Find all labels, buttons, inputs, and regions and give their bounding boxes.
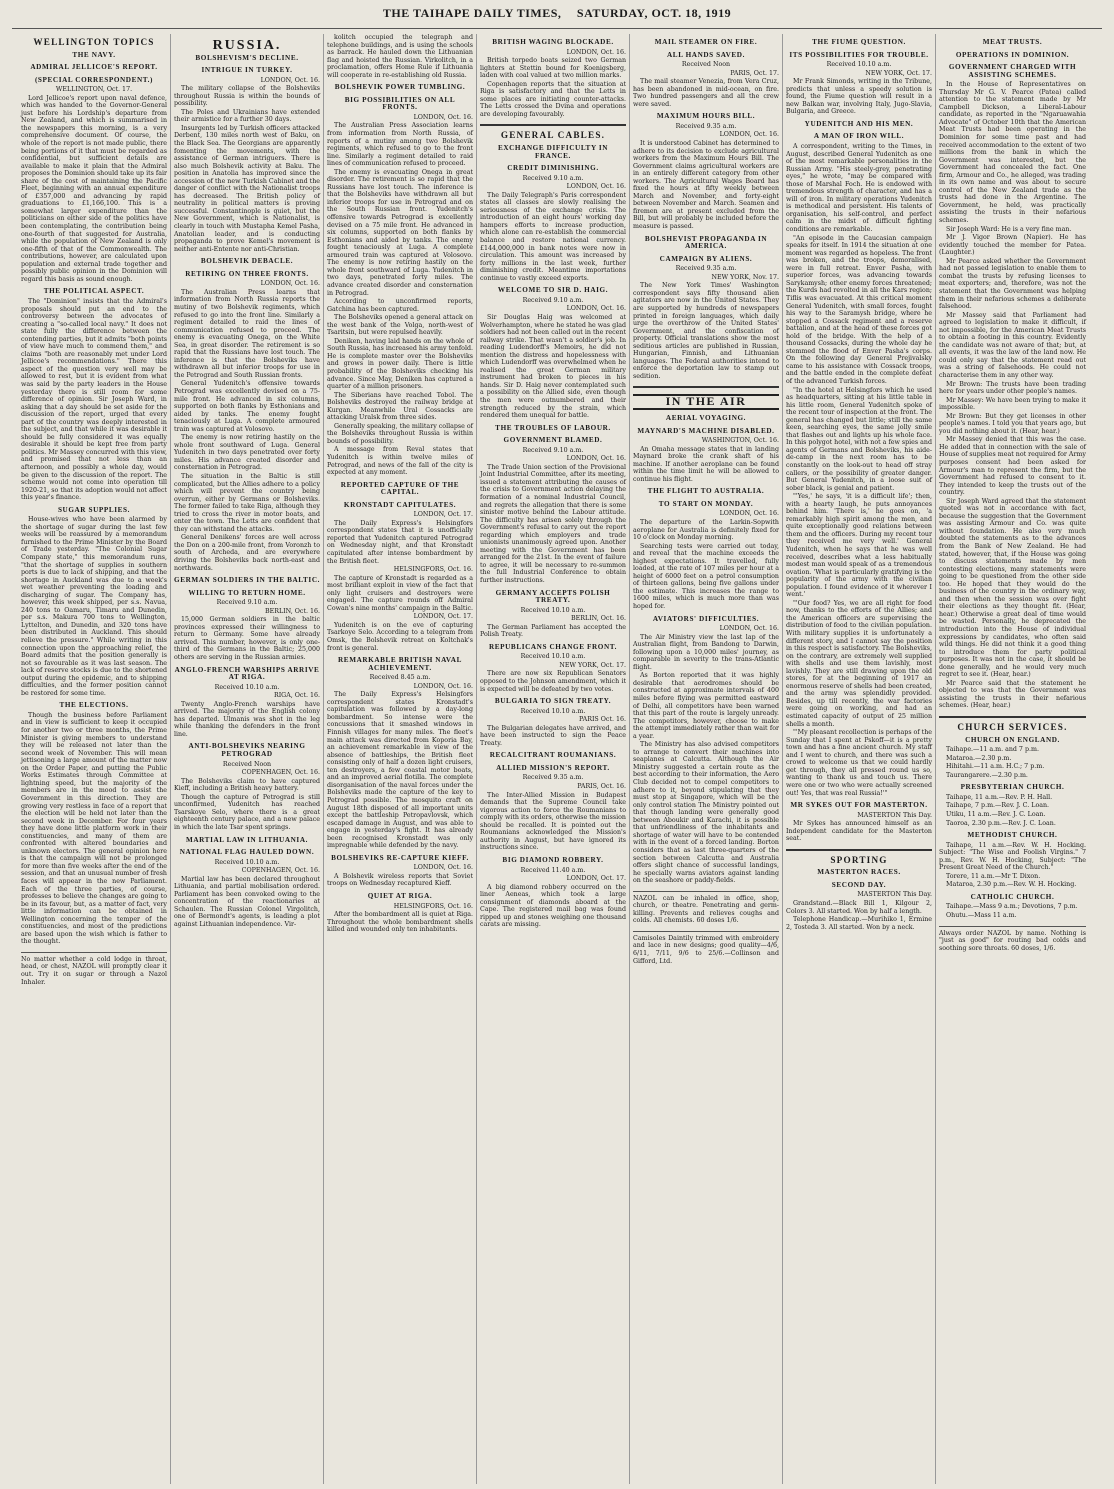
paragraph: The departure of the Larkin-Sopwith aeroplane for Australia is definitely fixed for 10 o'clock on Monday morning. [633, 518, 779, 542]
paragraph: Mr Massey denied that this was the case. He added that in connection with the sale of House of supplies meat not required for Army purposes consent had been asked for Armour's man to represent the firm, but the Government had refused to consent to it. They intended to keep the trusts out of the country. [939, 436, 1086, 497]
dateline: LONDON, Oct. 17. [413, 613, 473, 621]
paragraph: Copenhagen reports that the situation at Riga is satisfactory and that the Letts in some places are initiating counter-attacks. The Letts crossed the Dvina and operations are developing favourably. [480, 80, 626, 118]
dateline: WASHINGTON, Oct. 16. [701, 437, 779, 445]
dateline: LONDON, Oct. 16. [413, 113, 473, 121]
section-heading: RUSSIA. [212, 38, 282, 53]
dateline: LONDON, Oct. 16. [566, 48, 626, 56]
dateline: LONDON, Oct. 16. [413, 682, 473, 690]
subheading: THE TROUBLES OF LABOUR. [495, 423, 611, 432]
paragraph: Taihape, 11 a.m.—Rev. P. H. Hall. [946, 793, 1053, 801]
subheading: NATIONAL FLAG HAULED DOWN. [179, 848, 315, 857]
paragraph: Though the business before Parliament and in view is sufficient to keep it occupied for another two or three months, the Prime Minister is giving members to understand they will be released not later than the second week of November. This will mean jettisoning a large amount of the matter now on the Order Paper, and putting the Public Works Estimates through Committee at lightning speed, but the majority of the members are in the mood to assist the Government in this direction. They are growing very restless in face of a report that the election will be held not later than the second week in December. For four years they have done little platform work in their constituencies, and many of them are confronted with altered boundaries and unknown electors. The general opinion here is that the campaign will not be prolonged for more than five weeks after the end of the session, and that an unusual number of fresh faces will appear in the new Parliament. Each of the three parties, of course, professes to believe the changes are going to be in its favour, but, as a matter of fact, very little information can be obtained in Wellington concerning the temper of the constituencies, and most of the predictions are based upon the wish which is father to the thought. [21, 711, 167, 946]
column-7 [936, 34, 1089, 1484]
subheading: BOLSHEVIK POWER TUMBLING. [334, 83, 466, 92]
column-2 [171, 34, 324, 1484]
paragraph: Twenty Anglo-French warships have arrived. The majority of the English colony has departed. Ulmanis was shot in the leg while thanking the defenders in the front line. [174, 700, 320, 738]
subheading: KRONSTADT CAPITULATES. [343, 500, 457, 509]
paragraph: "An episode in the Caucasian campaign speaks for itself. In 1914 the situation at one moment was regarded as hopeless. The front was broken, and the troops, demoralised, were in full retreat. Enver Pasha, with superior forces, was advancing towards Sarykamysh; other enemy forces threatened; the Kurds had revolted in all the Kars region; Tiflis was evacuated. At this critical moment General Yudenitch, with small forces, fought his way to the Saramysh bridge, where he stopped a Cossack regiment and a reserve battalion, and at the head of these forces got hold of the bridge. With the help of a thousand Cossacks, during the whole day he stemmed the flood of Enver Pasha's corps. On the following day General Prejivalsky came to his assistance with Cossack troops, and the battle ended in the complete defeat of the advanced Turkish forces. [786, 234, 932, 385]
paragraph: The military collapse of the Bolsheviks throughout Russia is within the bounds of possibility. [174, 85, 320, 108]
subheading: REPORTED CAPTURE OF THE CAPITAL. [340, 480, 460, 497]
subheading: ITS POSSIBILITIES FOR TROUBLE. [789, 50, 929, 59]
paragraph: It is understood Cabinet has determined to adhere to its decision to exclude agricultural workers from the Maximum Hours Bill. The Government claims agricultural workers are in an entirely different category from other workers. The Agricultural Wages Board has fixed the hours at fifty weekly between March and November, and forty-eight between November and March. Seamen and firemen are at present excluded from the Bill, but will probably be included before the measure is passed. [633, 140, 779, 231]
dateline: Received 10.10 a.m. [826, 61, 892, 69]
dateline: Received 10.10 a.m. [520, 606, 586, 614]
paragraph: Mr Frank Simonds, writing in the Tribune, predicts that unless a speedy solution is found, the Fiume question will result in a new Balkan war, involving Italy, Jugo-Slavia, Bulgaria, and Greece. [786, 78, 932, 116]
dateline: LONDON, Oct. 16. [260, 280, 320, 288]
dateline: LONDON, Oct. 17. [413, 511, 473, 519]
subheading: BULGARIA TO SIGN TREATY. [494, 697, 612, 706]
paragraph: Hihitahi.—11 a.m. H.C.; 7 p.m. [946, 763, 1045, 771]
dateline: Received 8.45 a.m. [369, 674, 431, 682]
dateline: PARIS Oct. 16. [579, 716, 626, 724]
paragraph: Taoroa, 2.30 p.m.—Rev. J. C. Loan. [946, 819, 1056, 827]
paragraph: Mr Brown: But they get licenses in other people's names. I told you that years ago, but you did nothing about it. (Hear, hear.) [939, 412, 1086, 435]
subheading: THE ELECTIONS. [59, 701, 129, 710]
paragraph: The enemy is evacuating Onega in great disorder. The retirement is so rapid that the Russians have lost touch. The inference is that the Bolsheviks have withdrawn all but inferior troops for use in Petrograd and on the South Russian front. Yudenitch's offensive towards Petrograd is excellently devised on a 75 mile front. He advanced in six columns, supported on both flanks by Esthonians and aided by tanks. The enemy fought tenaciously at Luga. A complete armoured train was captured at Volosovo. The enemy is now retiring hastily on the whole front southward of Luga. Yudenitch in two days, penetrated forty miles. The advance created disorder and consternation in Petrograd. [327, 168, 473, 297]
dateline: Received 9.35 a.m. [675, 122, 737, 130]
columns-container [18, 34, 1100, 1484]
subheading: EXCHANGE DIFFICULTY IN FRANCE. [497, 144, 609, 160]
dateline: NEW YORK, Oct. 17. [559, 661, 626, 669]
paragraph: There are now six Republican Senators opposed to the Johnson amendment, which it is expected will be defeated by two votes. [480, 670, 626, 693]
paragraph: Generally speaking, the military collapse of the Bolsheviks throughout Russia is within bounds of possibility. [327, 422, 473, 445]
dateline: RIGA, Oct. 16. [273, 692, 320, 700]
subheading: BOLSHEVIST PROPAGANDA IN AMERICA. [644, 234, 768, 251]
subheading: ALLIED MISSION'S REPORT. [496, 763, 610, 772]
paragraph: The mail steamer Venezia, from Vera Cruz, has been abandoned in mid-ocean, on fire. Two hundred passengers and all the crew were saved. [633, 78, 779, 108]
paragraph: "In the hotel at Helsingfors which he used as headquarters, sitting at his little table in his little room, General Yudenitch spoke of the recent tour of inspection at the front. The general has changed but little; still the same keen, searching eyes, the same jolly smile that flashes out and lights up his whole face. In this polygot hotel, with not a few spies and agents of Germans and Bolsheviks, his aide-de-camp in the next room has to be constantly on the look-out to head off stray callers, or the possibility of greater danger. But General Yudenitch, in a loose suit of sober black, is genial and patient. [786, 386, 932, 492]
dateline: MASTERTON This Day. [857, 891, 932, 899]
paragraph: Taihape.—Mass 9 a.m.; Devotions, 7 p.m. [946, 903, 1078, 911]
paragraph: "'Our food? Yes, we are all right for food now, thanks to the efforts of the Allies; and the American officers are supervising the distribution of food to the civilian population. With military supplies it is unfortunately a different story, and I cannot say the position in this respect is satisfactory. The Bolsheviks, on the contrary, are extremely well supplied with shells and use them lavishly, most lavishly. They are still drawing upon the old stores, for at the beginning of 1917 an enormous reserve of shells had been created, and the army was splendidly provided. Besides, up till recently, the war factories were going on working, and had an estimated capacity of output of 25 million shells a month. [786, 599, 932, 728]
dateline: Received Noon [681, 61, 731, 69]
paragraph: Though the capture of Petrograd is still unconfirmed, Yudenitch has reached Tsarskoye Selo, where there is a great eighteenth century palace, and a new palace in which the late Tsar spent springs. [174, 793, 320, 831]
paragraph: General Denikens' forces are well across the Don on a 200-mile front, from Voronzh to south of Archeda, and are everywhere driving the Bolsheviks back north-east and northwards. [174, 534, 320, 572]
subheading: MAYNARD'S MACHINE DISABLED. [637, 426, 775, 435]
subheading: MEAT TRUSTS. [982, 38, 1043, 46]
paragraph: General Yudenitch's offensive towards Petrograd was excellently devised on a 75-mile front. He advanced in six columns, supported on both flanks by Esthonians and aided by tanks. The enemy fought tenaciously at Luga. A complete armoured train was captured at Volosovo. [174, 380, 320, 433]
subheading: MAIL STEAMER ON FIRE. [654, 38, 758, 46]
paragraph: The Daily Telegraph's Paris correspondent states all classes are slowly realising the seriousness of the exchange crisis. The introduction of an eight hours' working day hampers efforts to increase production, which alone can re-establish the commercial balance and restore national currency. £144,000,000 in bank notes were now in circulation. This amount was increased by forty millions in the last week, further diminishing credit. Meantime importations continue to vastly exceed exports. [480, 191, 626, 282]
dateline: COPENHAGEN, Oct. 16. [241, 769, 320, 777]
subheading: THE NAVY. [72, 50, 116, 59]
subheading: THE POLITICAL ASPECT. [43, 287, 145, 296]
paragraph: The Daily Express's Helsingfors correspondent states Kronstadt's capitulation was followed by a day-long bombardment. So intense were the concussions that it smashed windows in Finnish villages for many miles. The fleet's main attack was directed from Koporia Bay, an achievement remarkable in view of the absence of battleships, the British fleet consisting only of half a dozen light cruisers, ten destroyers, a few coastal motor boats, and an improved aerial flotilla. The complete disorganisation of the naval forces under the Bolsheviks made the capture of the key to Petrograd possible. The mosquito craft on August 18th disposed of all important units except the battleship Petropavlovsk, which escaped damage in August, and was able to engage in yesterday's fight. It has already been recognised Kronstadt was only impregnable while defended by the navy. [327, 691, 473, 850]
dateline: PARIS, Oct. 17. [730, 69, 779, 77]
dateline: Received 9.10 a.m. [522, 174, 584, 182]
dateline: MASTERTON This Day. [857, 811, 932, 819]
subheading: RETIRING ON THREE FRONTS. [185, 269, 309, 278]
masthead-title: THE TAIHAPE DAILY TIMES, [382, 6, 562, 20]
subheading: BOLSHEVIK DEBACLE. [200, 257, 294, 266]
paragraph: Mr Pearce asked whether the Government had not passed legislation to enable them to combat the trusts by refusing licenses to meat exporters; and, therefore, was not the statement that the Government was helping them in their nefarious schemes a deliberate falsehood. [939, 257, 1086, 311]
subheading: BRITISH WAGING BLOCKADE. [492, 38, 614, 46]
paragraph: After the bombardment all is quiet at Riga. Throughout the whole bombardment shells killed and wounded only ten inhabitants. [327, 911, 473, 934]
paragraph: House-wives who have been alarmed by the shortage of sugar during the last few weeks will be reassured by a memorandum furnished to the Prime Minister by the Board of Trade yesterday. "The Colonial Sugar Company state," this memorandum runs, "that the shortage of supplies in southern ports is due to lack of shipping, and that the shortage in Auckland was due to a week's wet weather preventing the loading and discharging of sugar. The Company has, however, this week shipped, per s.s. Navua, 240 tons to Oamaru, Timaru and Dunedin, per s.s. Makura 700 tons to Wellington, Lyttelton, and Dunedin, and 320 tons have been distributed in Auckland. This should relieve the pressure." While writing in this connection upon the approaching relief, the Board admits that the position generally is not so favourable as it was last season. The lack of reserve stocks is due to the shortened output during the epidemic, and to shipping difficulties, and the former position cannot be restored for some time. [21, 516, 167, 697]
dateline: PARIS, Oct. 16. [577, 783, 626, 791]
subheading: MR SYKES OUT FOR MASTERTON. [790, 801, 928, 810]
column-4 [477, 34, 630, 1484]
paragraph: Mr Massey: We have been trying to make it impossible. [939, 396, 1086, 412]
paragraph: Mr Brown: The trusts have been trading here for years under other people's names. [939, 380, 1086, 396]
paragraph: A message from Reval states that Yudenitch is within twelve miles of Petrograd, and news of the fall of the city is expected at any moment. [327, 446, 473, 477]
paragraph: An Omaha message states that in landing Maynard broke the crank shaft of his machine. If another aeroplane can be found within the time limit he will be allowed to continue his flight. [633, 445, 779, 483]
paragraph: The situation in the Baltic is still complicated, but the Allies adhere to a policy which will prevent the country being overrun, either by Germans or Bolsheviks. The former failed to take Riga, although they tried to cross the river in motor boats, and enter the town. The Letts are confident that they can withstand the attacks. [174, 472, 320, 533]
paragraph: Taihape.—11 a.m. and 7 p.m. [946, 746, 1039, 754]
paragraph: Searching tests were carried out today, and reveal that the machine exceeds the highest expectations. It travelled, fully loaded, at the rate of 107 miles per hour at a height of 6000 feet on a petrol consumption of thirteen gallons, being five gallons under the estimate. This increases the range to 1600 miles, which is much more than was hoped for. [633, 542, 779, 610]
subheading: QUIET AT RIGA. [367, 891, 433, 900]
dateline: Received 9.10 a.m. [216, 599, 278, 607]
section-heading: IN THE AIR [633, 394, 779, 410]
paragraph: 15,000 German soldiers in the baltic provinces expressed their willingness to return to Germany. Some have already arrived. This number, however, is only one-third of the Germans in the Baltic; 25,000 others are serving in the Russian armies. [174, 616, 320, 662]
masthead [0, 6, 1114, 30]
subheading: WELCOME TO SIR D. HAIG. [497, 286, 609, 295]
subheading: GOVERNMENT BLAMED. [503, 436, 603, 445]
dateline: Received Noon [222, 760, 272, 768]
section-rule [633, 386, 779, 388]
paragraph: The Trade Union section of the Provisional Joint Industrial Committee, after its meeting, issued a statement attributing the causes of the crisis to Government action delaying the formation of a nominal Industrial Council, and regrets the allegation that there is some sinister motive behind the Labour attitude. The difficulty has arisen solely through the Government's refusal to carry out the report regarding which employers and trade unionists unanimously agreed upon. Another meeting with the Government has been arranged for the 21st. In the event of failure to agree, it will be necessary to re-summon the full Industrial Conference to obtain further instructions. [480, 463, 626, 584]
paragraph: The Ministry has also advised competitors to arrange to convert their machines into seaplanes at Calcutta. Although the Air Ministry suggested a certain route as the best according to their information, the Aero Club decided not to compel competitors to adhere to it, beyond stipulating that they must stop at Singapore, which will be the only control station The Ministry pointed out that though landing were generally good between Aboukir and Karachi, it is possible that unfriendliness of the inhabitants and shortage of water will have to be contended with in the event of a forced landing. Borton considers that as last three-quarters of the section between Calcutta and Australia offers slight chance of successful landings, he specially warns aviators against landing on the seashore or paddy-fields. [633, 741, 779, 885]
dateline: BERLIN, Oct. 16. [265, 607, 320, 615]
dateline: WELLINGTON, Oct. 17. [55, 86, 133, 94]
paragraph: As Borton reported that it was highly desirable that aerodromes should be constructed at approximate intervals of 400 miles before flying was permitted eastward of Delhi, all competitors have been warned that this part of the route is largely unready. The competitors, however, choose to make the attempt immediately rather than wait for a year. [633, 672, 779, 740]
paragraph: kolitch occupied the telegraph and telephone buildings, and is using the schools as barrack. He hauled down the Lithuanian flag and hoisted the Russian. Virkolitch, in a proclamation, offers Home Rule if Lithuania will cooperate in re-establishing old Russia. [327, 34, 473, 79]
dateline: Received 10.10 a.m. [520, 707, 586, 715]
subheading: CATHOLIC CHURCH. [970, 892, 1055, 901]
paragraph: "'My pleasant recollection is perhaps of the Sunday that I spent at Pskoff—it is a pretty town and has a fine ancient church. My staff and I went to church, and there was such a crowd to welcome us that we could hardly get through, they all pressed round us so, wanting to thank us and touch us. There were one or two who were actually screened out! Yes, that was real Russia!'" [786, 729, 932, 797]
subheading: INTRIGUE IN TURKEY. [201, 66, 293, 75]
subheading: BOLSHEVIKS RE-CAPTURE KIEFF. [331, 853, 469, 862]
dateline: Received 10.10 a.m. [214, 683, 280, 691]
paragraph: The Air Ministry view the last lap of the Australian flight, from Bandong to Darwin, following upon a 10,000 miles' journey, as comparable in severity to the trans-Atlantic flight. [633, 633, 779, 671]
subheading: CAMPAIGN BY ALIENS. [659, 254, 753, 263]
paragraph: According to unconfirmed reports, Gatchina has been captured. [327, 298, 473, 313]
subheading: THE FIUME QUESTION. [812, 38, 906, 46]
section-heading: CHURCH SERVICES. [957, 722, 1068, 733]
paragraph: Deniken, having laid hands on the whole of South Russia, has increased his army tenfold. He is complete master over the Bolsheviks and grows in power daily. There is little probability of the Bolsheviks checking his advance. Since May, Deniken has captured a quarter of a million prisoners. [327, 337, 473, 391]
paragraph: Taihape, 7 p.m.—Rev. J. C. Loan. [946, 802, 1050, 810]
paragraph: The Bolsheviks claim to have captured Kieff, including a British heavy battery. [174, 777, 320, 793]
section-heading: SPORTING [830, 854, 888, 865]
dateline: LONDON, Oct. 16. [719, 131, 779, 139]
advertisement: Camisoles Daintily trimmed with embroidery and lace in new designs; good quality—4/6, 6/11, 7/11, 9/6 to 25/6.—Collinson and Gifford, Ltd. [633, 931, 779, 965]
subheading: RECALCITRANT ROUMANIANS. [489, 751, 617, 760]
subheading: ADMIRAL JELLICOE'S REPORT. [30, 63, 158, 72]
paragraph: Taihape, 11 a.m.—Rev. W. H. Hocking. Subject: "The Wise and Foolish Virgins." 7 p.m., Rev. W. H. Hocking, Subject: "The Present Great Need of the Church." [939, 841, 1086, 872]
paragraph: Mr Pearce said that the statement he objected to was that the Government was assisting the trusts in their nefarious schemes. (Hear, hear.) [939, 679, 1086, 710]
dateline: LONDON, Oct. 17. [566, 875, 626, 883]
section-heading: GENERAL CABLES. [500, 130, 606, 141]
paragraph: Mr Massey said that Parliament had agreed to legislation to make it difficult, if not impossible, for the American Meat Trusts to obtain a footing in this country. Evidently the candidate was not aware of that; but, at all events, it was the law of the land now. He could only say that the statement read out was a string of falsehoods. He could not characterise them in any other way. [939, 311, 1086, 379]
dateline: LONDON, Oct. 16. [566, 305, 626, 313]
paragraph: The Daily Express's Helsingfors correspondent states that it is unofficially reported that Yudenitch captured Petrograd on Wednesday night, and that Kronstadt capitulated after intense bombardment by the British fleet. [327, 519, 473, 565]
subheading: WILLING TO RETURN HOME. [188, 588, 306, 597]
dateline: HELSINGFORS, Oct. 16. [393, 566, 473, 574]
subheading: CREDIT DIMINISHING. [507, 164, 599, 173]
paragraph: The Australian Press Association learns from information from North Russia, of reports of a mutiny among two Bolshevik regiments, which refused to go to the front line. Similarly a regiment detailed to raid lines of communication refused to proceed. [327, 122, 473, 168]
paragraph: Torere, 11 a.m.—Mr T. Dixon. [946, 872, 1041, 880]
subheading: BIG DIAMOND ROBBERY. [502, 855, 604, 864]
paragraph: A correspondent, writing to the Times, in August, described General Yudenitch as one of the most remarkable personalities in the Russian Army. "His steely-grey, penetrating eyes," he wrote, "may be compared with those of Marshal Foch. He is endowed with tremendous strength of character, and has a will of iron. In military operations Yudenitch is methodical and persistent. His talents of organisation, his self-control, and perfect calm in the midst of difficult fighting conditions are remarkable. [786, 143, 932, 234]
dateline: LONDON, Oct. 16. [566, 183, 626, 191]
dateline: Received 9.35 a.m. [675, 265, 737, 273]
paragraph: The "Dominion" insists that the Admiral's proposals should put an end to the controversy between the advocates of creating a "so-called local navy." It does not state fully the difference between the contending parties, but it admits "both points of view have much to commend them," and claims "both are reasonably met under Lord Jellicoe's recommendations." There this aspect of the question very well may be allowed to rest, but it is evident from what was said by the party leaders in the House yesterday there is still room for some difference of opinion. Sir Joseph Ward, in asking that a day should be set aside for the discussion of the report, urged that every part of the country was deeply interested in the subject, and that while it was desirable it should be fully considered it was equally desirable it should be kept free from party politics. Mr Massey concurred with this view, and promised that not less than an afternoon, and possibly a whole day, would be given to the discussion of the report. The scheme would not come into operation till 1920-21, so that its adoption would not affect this year's finance. [21, 297, 167, 502]
advertisement: NAZOL can be inhaled in office, shop, church, or theatre. Penetrating and germ-killing. Prevents and relieves coughs and colds. All chemists. 60 doses 1/6. [633, 891, 779, 925]
subheading: CHURCH ON ENGLAND. [965, 735, 1060, 744]
subheading: MAXIMUM HOURS BILL. [656, 112, 756, 121]
paragraph: Mataroa, 2.30 p.m.—Rev. W. H. Hocking. [946, 881, 1077, 889]
dateline: LONDON, Oct. 16. [719, 625, 779, 633]
subheading: TO START ON MONDAY. [658, 499, 754, 508]
column-3 [324, 34, 477, 1484]
section-heading: WELLINGTON TOPICS [33, 37, 155, 47]
section-rule [939, 716, 1086, 718]
column-5 [630, 34, 783, 1484]
paragraph: Martial law has been declared throughout Lithuania, and partial mobilisation ordered. Parliament has been convoked owing to the concentration of the reactionaries at Schaulen. The Russian Colonel Virgolitch, one of Bermondt's agents, is leading a plot against Lithuanian independence. Vir- [174, 875, 320, 928]
dateline: HELSINGFORS, Oct. 16. [393, 902, 473, 910]
section-rule [786, 849, 932, 851]
subheading: AERIAL VOYAGING. [665, 413, 747, 422]
advertisement: No matter whether a cold lodge in throat, head, or chest, NAZOL will promptly clear it out. Try it on sugar or through a Nazol Inhaler. [21, 952, 167, 986]
paragraph: The Bulgarian delegates have arrived, and have been instructed to sign the Peace Treaty. [480, 724, 626, 747]
dateline: BERLIN, Oct. 16. [571, 615, 626, 623]
subheading: ANTI-BOLSHEVIKS NEARING PETROGRAD [188, 742, 306, 759]
paragraph: The German Parliament has accepted the Polish Treaty. [480, 623, 626, 639]
paragraph: Grandstand.—Black Bill 1, Kilgour 2, Colors 3. All started. Won by half a length. [786, 899, 932, 915]
dateline: Received 9.10 a.m. [522, 296, 584, 304]
paragraph: The Siberians have reached Tobol. The Bolsheviks destroyed the railway bridge at Kurgan. Meanwhile Ural Cossacks are attacking Uralsk from three sides. [327, 391, 473, 422]
section-rule [480, 124, 626, 126]
paragraph: The Poles and Ukrainians have extended their armistice for a further 30 days. [174, 108, 320, 124]
subheading: PRESBYTERIAN CHURCH. [960, 783, 1065, 792]
subheading: OPERATIONS IN DOMINION. [955, 50, 1070, 59]
paragraph: Ohutu.—Mass 11 a.m. [946, 911, 1017, 919]
dateline: NEW YORK, Oct. 17. [865, 69, 932, 77]
masthead-rule [12, 28, 1102, 29]
subheading: SECOND DAY. [831, 880, 887, 889]
column-6 [783, 34, 936, 1484]
paragraph: The enemy is now retiring hastily on the whole front southward of Luga. General Yudenitch in two days penetrated over forty miles. His advance created disorder and consternation in Petrograd. [174, 434, 320, 472]
paragraph: Mr Sykes has announced himself as an Independent candidate for the Masterton seat. [786, 820, 932, 843]
subheading: MASTERTON RACES. [817, 868, 901, 877]
subheading: ALL HANDS SAVED. [667, 50, 745, 59]
dateline: LONDON, Oct. 16. [719, 510, 779, 518]
dateline: NEW YORK, Nov. 17. [711, 273, 779, 281]
subheading: THE FLIGHT TO AUSTRALIA. [647, 487, 765, 496]
paragraph: Taurangarere.—2.30 p.m. [946, 771, 1028, 779]
subheading: YUDENITCH AND HIS MEN. [804, 119, 914, 128]
paragraph: Lord Jellicoe's report upon naval defence, which was handed to the Governor-General just before his Lordship's departure from New Zealand, and which is summarised in the newspapers this morning, is a very comprehensive document. Of course, the whole of the report is not made public, there being portions of it that must be regarded as confidential, but sufficient details are available to make it plain that the Admiral proposes the Dominion should take up its fair share of the cost of maintaining the Pacific Fleet, beginning with an annual expenditure of £357,000 and advancing by rapid graduations to £1,166,100. This is a somewhat larger expenditure than the politicians on either side of the politics have been contemplating, the contribution being one-fourth of that suggested for Australia, while the population of New Zealand is only one-fifth of that of the Commonwealth. The contributions, however, are calculated upon population and external trade together and possibly public opinion in the Dominion will regard this basis as sound enough. [21, 94, 167, 283]
paragraph: The New York Times' Washington correspondent says fifty thousand alien agitators are now in the United States. They are supported by hundreds of newspapers printed in foreign languages, which daily urge the overthrow of the United States' Government, and the confiscation of property. Official translations show the most seditious articles are published in Russian, Hungarian, Finnish, and Lithuanian languages. The Federal authorities intend to enforce the deportation law to stamp out sedition. [633, 282, 779, 380]
paragraph: The Australian Press learns that information from North Russia reports the mutiny of two Bolshevik regiments, which refused to go into the front line. Similarly a regiment detailed to raid the lines of communication refused to proceed. The enemy is evacuating Onega, on the White Sea, in great disorder. The retirement is so rapid that the Russians have lost touch. The inference is that the Bolsheviks have withdrawn all but inferior troops for use in the Petrograd and South Russian fronts. [174, 288, 320, 379]
subheading: MARTIAL LAW IN LITHUANIA. [185, 835, 309, 844]
subheading: (SPECIAL CORRESPONDENT.) [34, 75, 154, 84]
dateline: Received 10.10 a.m. [214, 858, 280, 866]
advertisement: Always order NAZOL by name. Nothing is "just as good" for routing bad colds and soothing sore throats. 60 doses, 1/6. [939, 926, 1086, 953]
subheading: GERMANY ACCEPTS POLISH TREATY. [495, 588, 611, 605]
paragraph: Sir Joseph Ward: He is a very fine man. [946, 225, 1072, 233]
dateline: Received 9.35 a.m. [522, 774, 584, 782]
dateline: Received 9.10 a.m. [522, 446, 584, 454]
paragraph: Mr J. Vigor Brown (Napier). He has evidently touched the member for Patea. (Laughter.) [939, 234, 1086, 257]
column-1 [18, 34, 171, 1484]
dateline: COPENHAGEN, Oct. 16. [241, 867, 320, 875]
paragraph: Telephone Handicap.—Murihiko 1, Ermine 2, Tosteda 3. All started. Won by a neck. [786, 916, 932, 931]
subheading: A MAN OF IRON WILL. [813, 132, 905, 141]
paragraph: The Inter-Allied Mission in Budapest demands that the Supreme Council take vigorous action to force the Roumanians to comply with its orders, otherwise the mission should be recalled. It is pointed out the Roumanians acknowledged the Mission's authority in August, but have ignored its instructions since. [480, 791, 626, 852]
subheading: GOVERNMENT CHARGED WITH ASSISTING SCHEMES. [948, 63, 1077, 79]
paragraph: In the House of Representatives on Thursday Mr G. V. Pearce (Patea) called attention to the statement made by Mr Campbell Dickson, a Liberal-Labour candidate, as reported in the "Ngaruawahia Advocate" of October 10th that the American Meat Trusts had been operating in the Dominion for some time past and had received accommodation to the extent of two millions from the bank in which the Government was interested, but the Government had concealed the fact. One firm, Armour and Co., he alleged, was trading in its own name and was about to secure control of the New Zealand trade as the trusts had done in the Argentine. The Government, he held, was practically assisting the trusts in their nefarious schemes. [939, 81, 1086, 225]
paragraph: British torpedo boats seized two German lighters at Stettin bound for Koenigsberg, laden with coal valued at two million marks. [480, 57, 626, 80]
paragraph: The Bolsheviks opened a general attack on the west bank of the Volga, north-west of Tsaritsin, but were repulsed heavily. [327, 314, 473, 337]
paragraph: "'Yes,' he says, 'it is a difficult life'; then, with a hearty laugh, he puts annoyances behind him. 'There is,' he goes on, 'a remarkably high spirit among the men, and quite exceptionally good relations between them and the officers. During my recent tour they received me very well.' General Yudenitch, when he says that he was well received, describes what a less habitually modest man would speak of as a tremendous ovation. 'What is particularly gratifying is the popularity of the army with the civilian population. I found evidence of it wherever I went.' [786, 493, 932, 599]
subheading: AVIATORS' DIFFICULTIES. [652, 614, 760, 623]
paragraph: Yudenitch is on the eve of capturing Tsarkoye Selo. According to a telegram from Omsk, the Bolshevik retreat on Koltchak's front is general. [327, 621, 473, 652]
paragraph: A Bolshevik wireless reports that Soviet troops on Wednesday recaptured Kieff. [327, 872, 473, 888]
dateline: LONDON, Oct. 16. [566, 455, 626, 463]
paragraph: The capture of Kronstadt is regarded as a most brilliant exploit in view of the fact that only light cruisers and destroyers were engaged. The capture rounds off Admiral Cowan's nine months' campaign in the Baltic. [327, 574, 473, 612]
dateline: Received 10.10 a.m. [520, 653, 586, 661]
dateline: LONDON, Oct. 16. [260, 76, 320, 84]
subheading: ANGLO-FRENCH WARSHIPS ARRIVE AT RIGA. [174, 665, 320, 682]
masthead-date: SATURDAY, OCT. 18, 1919 [576, 6, 732, 20]
dateline: LONDON, Oct. 16. [413, 864, 473, 872]
dateline: Received 11.40 a.m. [520, 866, 586, 874]
subheading: METHODIST CHURCH. [967, 831, 1058, 840]
subheading: BIG POSSIBILITIES ON ALL FRONTS. [344, 95, 456, 112]
subheading: GERMAN SOLDIERS IN THE BALTIC. [174, 576, 321, 585]
subheading: REMARKABLE BRITISH NAVAL ACHIEVEMENT. [338, 656, 462, 672]
paragraph: Sir Douglas Haig was welcomed at Wolverhampton, where he stated he was glad soldiers had not been called out in the recent railway strike. That wasn't a soldier's job. In reading Ludendorff's Memoirs, he did not mention the distress and hopelessness with which Ludendorff was overwhelmed when he realised the great German military instrument had broken to pieces in his hands. Sir D. Haig never contemplated such a possibility on the Allied side, even though the men were outnumbered and their strength reduced by the strain, which rendered them unequal for battle. [480, 313, 626, 420]
paragraph: Sir Joseph Ward agreed that the statement quoted was not in accordance with fact, because the suggestion that the Government was assisting Armour and Co. was quite without foundation. He also very much doubted the statements as to the advances from the Bank of New Zealand. He had stated, however, that, if the House was going to discuss statements made by men contesting elections, many statements were going to be questioned from the other side too. He hoped that they would do the business of the country in the ordinary way, and then when the session was over fight their elections as they thought fit. (Hear, hear.) Otherwise a great deal of time would be wasted. Personally, he deprecated the introduction into the House of individual expressions by candidates, who often said wild things. He did not think it a good thing to introduce them for party political purposes. It was not in the case, it should be done generally, and he would very much regret to see it. (Hear, hear.) [939, 497, 1086, 679]
paragraph: Insurgents led by Turkish officers attacked Derbent, 130 miles north west of Baku, on the Black Sea. The Georgians are apparently fomenting the movements, with the assistance of German intriguers. There is also much Bolshevik activity at Baku. The position in Anatolia has improved since the accession of the new Turkish Cabinet and the danger of conflict with the Nationalist troops has decreased. The British policy of neutrality in political matters is proving successful. Constantinople is quiet, but the New Government, which is Nationalist, is clearly in touch with Mustapha Kemel Pasha, Anatolian leader, and is conducting propaganda to prove Kemel's movement is neither anti-Entente nor anti-Christian. [174, 124, 320, 253]
subheading: REPUBLICANS CHANGE FRONT. [488, 642, 618, 651]
paragraph: A big diamond robbery occurred on the liner Aeneas, which took a large consignment of diamonds aboard at the Cape. The registered mail bag was found ripped up and stones weighing one thousand carats are missing. [480, 883, 626, 929]
paragraph: Mataroa.—2.30 p.m. [946, 754, 1012, 762]
paragraph: Utiku, 11 a.m.—Rev. J. C. Loan. [946, 810, 1046, 818]
subheading: BOLSHEVISM'S DECLINE. [195, 53, 299, 62]
subheading: SUGAR SUPPLIES. [57, 505, 131, 514]
